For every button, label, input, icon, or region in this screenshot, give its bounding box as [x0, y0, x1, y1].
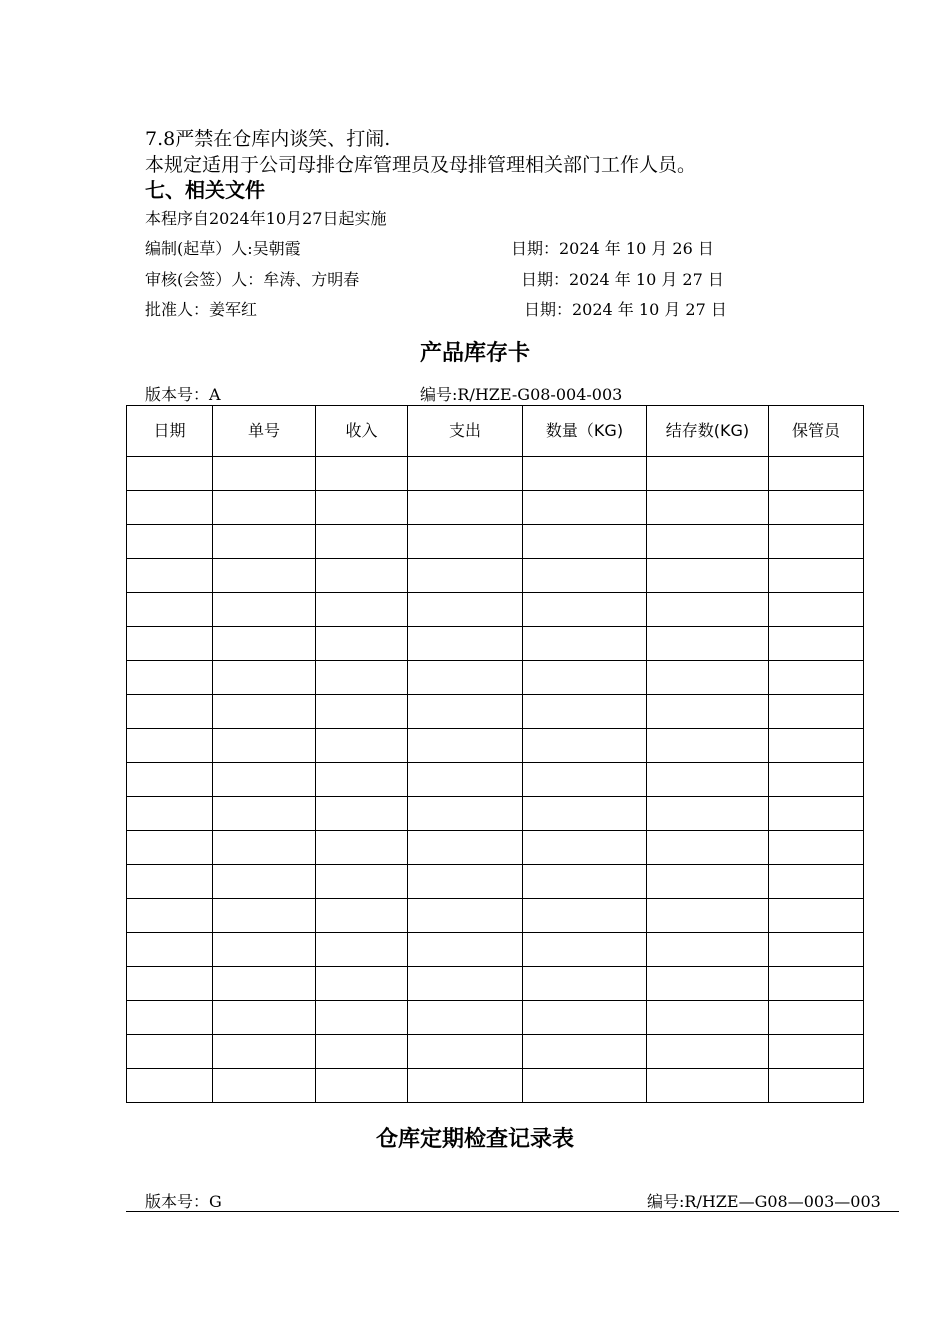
table-cell [316, 695, 408, 729]
table-cell [769, 525, 864, 559]
table-cell [408, 559, 523, 593]
table-cell [647, 593, 769, 627]
table-cell [769, 797, 864, 831]
table-cell [647, 627, 769, 661]
table-row [127, 865, 864, 899]
table-cell [769, 695, 864, 729]
table-cell [213, 899, 316, 933]
table-cell [769, 593, 864, 627]
table-cell [213, 831, 316, 865]
table-row [127, 967, 864, 1001]
table-cell [769, 831, 864, 865]
table-row [127, 559, 864, 593]
table-cell [647, 933, 769, 967]
table-cell [647, 967, 769, 1001]
table-cell [647, 899, 769, 933]
table-cell [408, 525, 523, 559]
table-cell [316, 763, 408, 797]
table-cell [408, 967, 523, 1001]
table-cell [316, 1001, 408, 1035]
table-cell [408, 1069, 523, 1103]
table-cell [408, 661, 523, 695]
table-cell [213, 695, 316, 729]
table-cell [523, 1069, 647, 1103]
table-cell [316, 831, 408, 865]
table-cell [127, 729, 213, 763]
drafted-date: 日期：2024 年 10 月 26 日 [511, 239, 714, 258]
table-cell [769, 1001, 864, 1035]
table-cell [316, 457, 408, 491]
table-cell [769, 933, 864, 967]
table-cell [523, 1001, 647, 1035]
column-header-expense: 支出 [408, 406, 523, 457]
table-row [127, 627, 864, 661]
table-header-row [127, 406, 864, 457]
table-cell [647, 729, 769, 763]
table-cell [523, 967, 647, 1001]
table-cell [523, 661, 647, 695]
table-cell [316, 627, 408, 661]
table-cell [769, 729, 864, 763]
table-cell [127, 457, 213, 491]
table-cell [213, 763, 316, 797]
table-cell [408, 593, 523, 627]
table-cell [408, 627, 523, 661]
table-cell [213, 797, 316, 831]
table-row [127, 899, 864, 933]
table-cell [316, 797, 408, 831]
table-cell [127, 1001, 213, 1035]
table-cell [647, 661, 769, 695]
table-cell [647, 1035, 769, 1069]
table-cell [769, 899, 864, 933]
table-cell [408, 729, 523, 763]
table-row [127, 763, 864, 797]
table-cell [523, 457, 647, 491]
rule-7-8: 7.8严禁在仓库内谈笑、打闹. [145, 128, 391, 150]
table-cell [647, 491, 769, 525]
table-cell [127, 899, 213, 933]
column-header-income: 收入 [316, 406, 408, 457]
stock-card-title: 产品库存卡 [419, 340, 530, 366]
table-cell [127, 1035, 213, 1069]
column-header-keeper: 保管员 [769, 406, 864, 457]
table-cell [316, 1035, 408, 1069]
table-cell [647, 559, 769, 593]
table-cell [316, 491, 408, 525]
table-cell [769, 763, 864, 797]
table-row [127, 933, 864, 967]
table-cell [213, 1035, 316, 1069]
header-divider [126, 1211, 899, 1212]
table-cell [647, 865, 769, 899]
table-cell [127, 559, 213, 593]
table-cell [408, 1001, 523, 1035]
table-cell [523, 831, 647, 865]
column-header-order-no: 单号 [213, 406, 316, 457]
table-cell [127, 661, 213, 695]
stock-card-table [126, 405, 864, 1103]
inspection-code: 编号:R/HZE—G08—003—003 [647, 1192, 881, 1211]
table-row [127, 1035, 864, 1069]
table-row [127, 1069, 864, 1103]
inspection-version: 版本号：G [145, 1192, 222, 1211]
table-cell [647, 457, 769, 491]
table-cell [213, 457, 316, 491]
table-cell [769, 627, 864, 661]
table-cell [127, 491, 213, 525]
table-cell [523, 593, 647, 627]
table-cell [213, 627, 316, 661]
table-cell [523, 491, 647, 525]
table-cell [213, 1001, 316, 1035]
table-cell [213, 661, 316, 695]
approved-by: 批准人：姜军红 [145, 300, 258, 319]
stock-card-version: 版本号：A [145, 385, 221, 404]
table-cell [213, 729, 316, 763]
table-cell [523, 695, 647, 729]
inspection-title: 仓库定期检查记录表 [375, 1126, 574, 1152]
table-cell [523, 729, 647, 763]
table-cell [213, 593, 316, 627]
table-cell [769, 967, 864, 1001]
table-cell [408, 933, 523, 967]
table-cell [127, 933, 213, 967]
table-cell [647, 1001, 769, 1035]
table-cell [316, 593, 408, 627]
table-cell [127, 593, 213, 627]
table-cell [213, 491, 316, 525]
table-cell [408, 695, 523, 729]
table-cell [769, 491, 864, 525]
table-cell [316, 525, 408, 559]
scope-statement: 本规定适用于公司母排仓库管理员及母排管理相关部门工作人员。 [145, 154, 697, 176]
table-row [127, 661, 864, 695]
table-cell [769, 1035, 864, 1069]
table-cell [523, 1035, 647, 1069]
table-cell [316, 729, 408, 763]
table-cell [127, 763, 213, 797]
table-cell [523, 559, 647, 593]
table-row [127, 729, 864, 763]
table-cell [127, 831, 213, 865]
table-cell [769, 457, 864, 491]
reviewed-by: 审核(会签）人：牟涛、方明春 [145, 270, 360, 289]
table-cell [408, 865, 523, 899]
table-cell [408, 831, 523, 865]
table-cell [408, 491, 523, 525]
table-row [127, 831, 864, 865]
table-cell [127, 627, 213, 661]
column-header-balance: 结存数(KG) [647, 406, 769, 457]
table-cell [408, 899, 523, 933]
table-cell [316, 865, 408, 899]
table-cell [316, 1069, 408, 1103]
table-cell [769, 865, 864, 899]
table-cell [647, 525, 769, 559]
table-row [127, 525, 864, 559]
column-header-date: 日期 [127, 406, 213, 457]
table-cell [408, 457, 523, 491]
table-cell [408, 797, 523, 831]
table-row [127, 1001, 864, 1035]
table-cell [523, 525, 647, 559]
column-header-quantity: 数量（KG) [523, 406, 647, 457]
table-cell [213, 865, 316, 899]
table-cell [647, 1069, 769, 1103]
table-cell [316, 933, 408, 967]
table-cell [316, 661, 408, 695]
table-cell [647, 831, 769, 865]
reviewed-date: 日期：2024 年 10 月 27 日 [521, 270, 724, 289]
table-cell [213, 525, 316, 559]
approved-date: 日期：2024 年 10 月 27 日 [524, 300, 727, 319]
table-cell [408, 763, 523, 797]
table-cell [127, 797, 213, 831]
table-row [127, 457, 864, 491]
table-cell [213, 933, 316, 967]
table-row [127, 695, 864, 729]
table-cell [523, 627, 647, 661]
table-cell [127, 695, 213, 729]
table-row [127, 797, 864, 831]
table-cell [127, 1069, 213, 1103]
stock-card-body [127, 457, 864, 1103]
table-cell [523, 933, 647, 967]
table-cell [408, 1035, 523, 1069]
table-cell [213, 559, 316, 593]
table-cell [127, 865, 213, 899]
table-cell [523, 865, 647, 899]
stock-card-code: 编号:R/HZE-G08-004-003 [420, 385, 623, 404]
table-cell [769, 661, 864, 695]
table-cell [647, 763, 769, 797]
section-heading-related-documents: 七、相关文件 [145, 178, 265, 202]
table-cell [647, 797, 769, 831]
table-cell [127, 967, 213, 1001]
table-cell [523, 899, 647, 933]
table-cell [647, 695, 769, 729]
table-cell [127, 525, 213, 559]
table-row [127, 491, 864, 525]
table-cell [769, 1069, 864, 1103]
table-cell [523, 797, 647, 831]
table-cell [213, 967, 316, 1001]
table-cell [523, 763, 647, 797]
table-cell [316, 967, 408, 1001]
table-cell [213, 1069, 316, 1103]
table-cell [316, 899, 408, 933]
drafted-by: 编制(起草）人:吴朝霞 [145, 239, 301, 258]
table-cell [316, 559, 408, 593]
table-cell [769, 559, 864, 593]
table-row [127, 593, 864, 627]
effective-date-statement: 本程序自2024年10月27日起实施 [145, 209, 387, 228]
